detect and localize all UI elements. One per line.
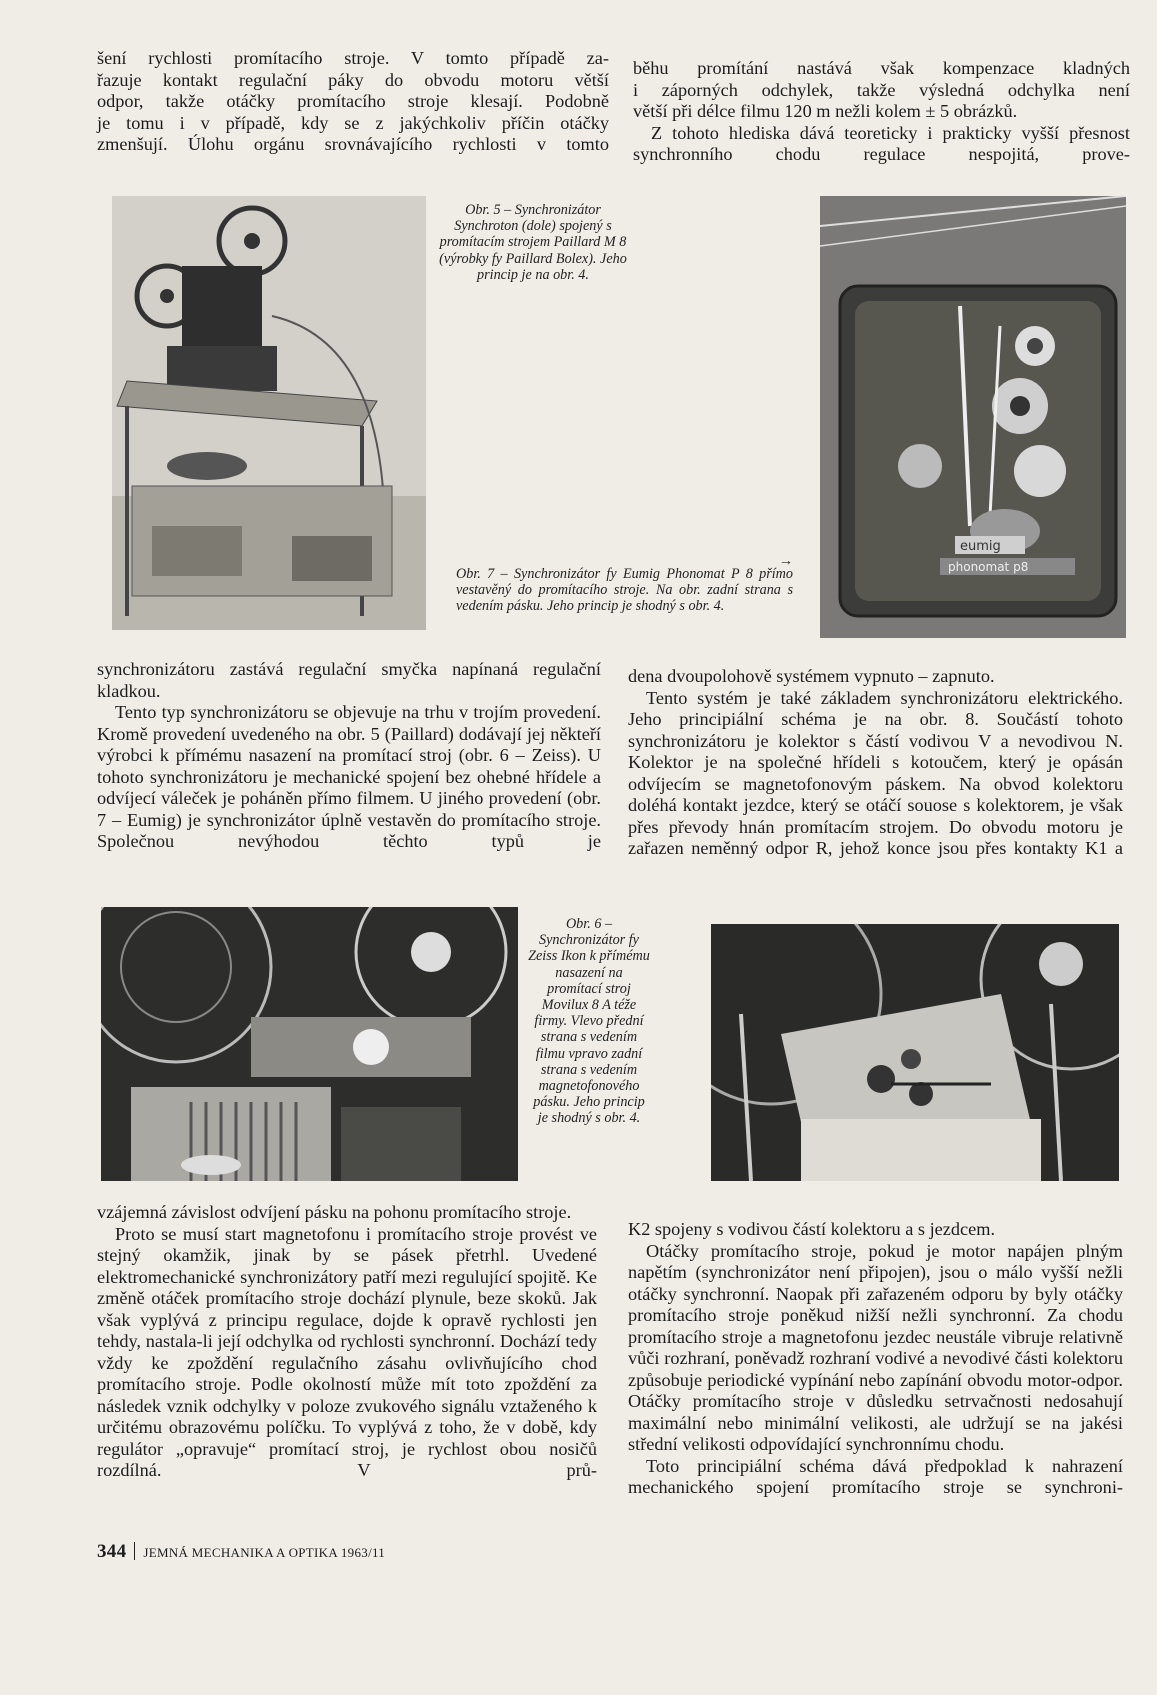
paragraph: Proto se musí start magnetofonu i promítacího stroje provést ve stejný okamžik, jinak by se pásek přetrhl. Uvedené elektromechanické synchronizátory patří mezi regulující spojitě. Ke změně otáček promítacího stroje dochází plynule, beze skoků. Jak však vyplývá z principu regulace, dojde k opravě rychlosti jen tehdy, nastala-li její odchylka od rychlosti synchronní. Dochází tedy vždy ke zpoždění regulačního zásahu ovlivňujícího chod promítacího stroje. Podle okolností může mít toto zpoždění za následek vznik odchylky v poloze zvukového signálu vztaženého k určitému obrazovému políčku. To vyplývá z toho, že v době, kdy regulátor „opravuje“ promítací stroj, je rychlost obou nosičů rozdílná. V prů-	[97, 1223, 597, 1480]
projector-photo-icon	[112, 196, 426, 630]
caption-obr-7	[456, 553, 793, 615]
text-line: je tomu i v případě, kdy se z jakýchkoliv příčin otáčky	[97, 112, 609, 133]
paragraph: Z tohoto hlediska dává teoreticky i prakticky vyšší přesnost synchronního chodu regulace nespojitá, prove-	[633, 122, 1130, 164]
zeiss-back-photo-icon	[711, 924, 1119, 1181]
text-line: i záporných odchylek, takže výsledná odchylka není	[633, 79, 1130, 100]
caption-obr-7-text: Obr. 7 – Synchronizátor fy Eumig Phonomat P 8 přímo vestavěný do promítacího stroje. Na obr. zadní strana s vedením pásku. Jeho princip je shodný s obr. 4.	[456, 566, 793, 615]
photo-obr-7	[820, 196, 1126, 638]
top-right-column	[633, 58, 1130, 166]
middle-left-column	[97, 659, 601, 853]
middle-right-column	[628, 666, 1123, 860]
text-line: běhu promítání nastává však kompenzace kladných	[633, 58, 1130, 78]
page-number: 344	[97, 1541, 127, 1562]
paragraph: Otáčky promítacího stroje, pokud je motor napájen plným napětím (synchronizátor není připojen), jsou o málo vyšší nežli otáčky synchronní. Naopak při zařazeném odporu by byly otáčky promítacího stroje poněkud nižší nežli synchronní. Za chodu promítacího stroje a magnetofonu jezdec neustále vibruje relativně vůči rozhraní, poněvadž rozhraní vodivé a nevodivé části kolektoru způsobuje periodické vypínání nebo zapínání obvodu motor-odpor. Otáčky promítacího stroje v důsledku setrvačnosti nedosahují maximální nebo minimální velikosti, ale udržují se na jakési střední velikosti odpovídající synchronnímu chodu.	[628, 1240, 1123, 1454]
paragraph: synchronizátoru zastává regulační smyčka napínaná regulační kladkou.	[97, 659, 601, 701]
bottom-right-column	[628, 1219, 1123, 1499]
text-line: větší při délce filmu 120 m nežli kolem ± 5 obrázků.	[633, 101, 1018, 121]
paragraph: vzájemná závislost odvíjení pásku na pohonu promítacího stroje.	[97, 1202, 572, 1222]
arrow-icon: →	[778, 553, 793, 569]
caption-obr-6: Obr. 6 – Synchronizátor fy Zeiss Ikon k přímému nasazení na promítací stroj Movilux 8 A téže firmy. Vlevo přední strana s vedením filmu vpravo zadní strana s vedením magnetofonového pásku. Jeho princip je shodný s obr. 4.	[528, 916, 650, 1127]
zeiss-front-photo-icon	[101, 907, 518, 1181]
photo-obr-5	[112, 196, 426, 630]
text-line: šení rychlosti promítacího stroje. V tomto případě za-	[97, 48, 609, 68]
page-footer	[97, 1541, 385, 1563]
text-line: odpor, takže otáčky promítacího stroje klesají. Podobně	[97, 91, 609, 111]
bottom-left-column	[97, 1202, 597, 1482]
paragraph: Toto principiální schéma dává předpoklad k nahrazení mechanického spojení promítacího stroje se synchroni-	[628, 1455, 1123, 1497]
paragraph: dena dvoupolohově systémem vypnuto – zapnuto.	[628, 666, 995, 686]
journal-title: JEMNÁ MECHANIKA A OPTIKA 1963/11	[143, 1545, 386, 1560]
photo-obr-6-front	[101, 907, 518, 1181]
footer-divider	[134, 1542, 135, 1560]
text-line: zmenšují. Úlohu orgánu srovnávajícího rychlosti v tomto	[97, 134, 609, 154]
top-left-column	[97, 48, 609, 156]
paragraph: Tento typ synchronizátoru se objevuje na trhu v trojím provedení. Kromě provedení uvedeného na obr. 5 (Paillard) dodávají jej někteří výrobci k přímému nasazení na promítací stroj (obr. 6 – Zeiss). U tohoto synchronizátoru je mechanické spojení bez ohebné hřídele a odvíjecí váleček je poháněn přímo filmem. U jiného provedení (obr. 7 – Eumig) je synchronizátor úplně vestavěn do promítacího stroje. Společnou nevýhodou těchto typů je	[97, 702, 601, 851]
photo-obr-6-back	[711, 924, 1119, 1181]
phonomat-logo: phonomat p8	[948, 560, 1029, 574]
paragraph: Tento systém je také základem synchronizátoru elektrického. Jeho principiální schéma je na obr. 8. Součástí tohoto synchronizátoru je kolektor s částí vodivou V a nevodivou N. Kolektor je na společné hřídeli s kotoučem, který je opásán odvíjecím se magnetofonovým páskem. Na obvod kolektoru doléhá kontakt jezdce, který se otáčí souose s kolektorem, je však přes převody hnán promítacím strojem. Do obvodu motoru je zařazen neměnný odpor R, jehož konce jsou přes kontakty K1 a	[628, 687, 1123, 858]
caption-obr-5: Obr. 5 – Synchronizátor Synchroton (dole) spojený s promítacím strojem Paillard M 8 (výrobky fy Paillard Bolex). Jeho princip je na obr. 4.	[439, 202, 627, 283]
eumig-logo: eumig	[960, 539, 1001, 554]
text-line: řazuje kontakt regulační páky do obvodu motoru větší	[97, 69, 609, 90]
paragraph: K2 spojeny s vodivou částí kolektoru a s jezdcem.	[628, 1219, 996, 1239]
eumig-projector-photo-icon	[820, 196, 1126, 638]
